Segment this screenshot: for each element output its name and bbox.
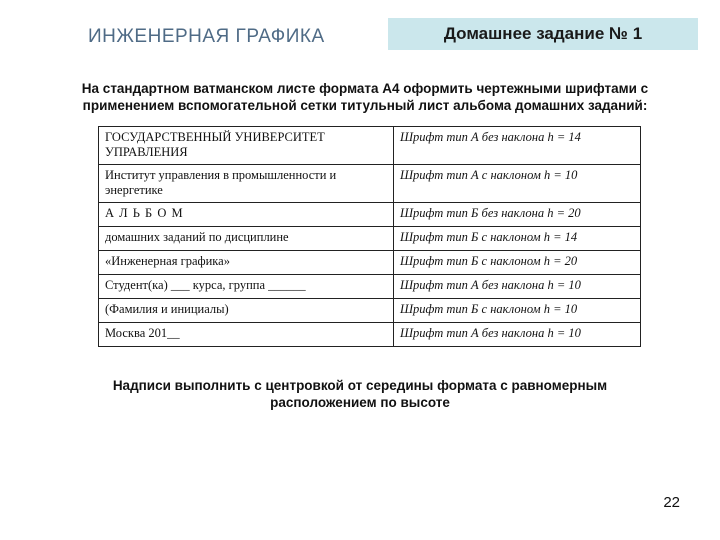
font-spec-cell: Шрифт тип А без наклона h = 10 — [394, 275, 641, 299]
table-row — [99, 203, 641, 227]
table-row — [99, 299, 641, 323]
font-spec-cell: Шрифт тип Б с наклоном h = 20 — [394, 251, 641, 275]
assignment-title: Домашнее задание № 1 — [443, 24, 643, 43]
table-row — [99, 275, 641, 299]
inscription-cell: (Фамилия и инициалы) — [99, 299, 394, 323]
task-line-1: На стандартном ватманском листе формата А4 оформить чертежными шрифтами с — [81, 81, 649, 96]
table-row — [99, 227, 641, 251]
font-spec-cell: Шрифт тип А с наклоном h = 10 — [394, 165, 641, 203]
font-spec-cell: Шрифт тип Б с наклоном h = 10 — [394, 299, 641, 323]
inscription-cell: домашних заданий по дисциплине — [99, 227, 394, 251]
task-line-2: применением вспомогательной сетки титульный лист альбома домашних заданий: — [82, 98, 648, 113]
course-title: ИНЖЕНЕРНАЯ ГРАФИКА — [88, 26, 325, 47]
inscription-cell: Институт управления в промышленности и энергетике — [99, 165, 394, 203]
page-number: 22 — [663, 494, 680, 511]
inscription-cell: А Л Ь Б О М — [99, 203, 394, 227]
inscription-cell: «Инженерная графика» — [99, 251, 394, 275]
font-spec-cell: Шрифт тип Б без наклона h = 20 — [394, 203, 641, 227]
note-line-1: Надписи выполнить с центровкой от середины формата с равномерным — [112, 378, 608, 393]
table-row — [99, 127, 641, 165]
inscription-cell: Москва 201__ — [99, 323, 394, 347]
font-spec-cell: Шрифт тип А без наклона h = 14 — [394, 127, 641, 165]
table-row — [99, 323, 641, 347]
table-row — [99, 165, 641, 203]
task-description — [60, 80, 670, 114]
table-row — [99, 251, 641, 275]
inscription-cell: ГОСУДАРСТВЕННЫЙ УНИВЕРСИТЕТ УПРАВЛЕНИЯ — [99, 127, 394, 165]
note-line-2: расположением по высоте — [270, 395, 450, 410]
instruction-note — [80, 377, 640, 411]
inscription-cell: Студент(ка) ___ курса, группа ______ — [99, 275, 394, 299]
font-spec-table — [98, 126, 641, 347]
assignment-title-box — [388, 18, 698, 50]
font-spec-cell: Шрифт тип Б с наклоном h = 14 — [394, 227, 641, 251]
font-spec-cell: Шрифт тип А без наклона h = 10 — [394, 323, 641, 347]
